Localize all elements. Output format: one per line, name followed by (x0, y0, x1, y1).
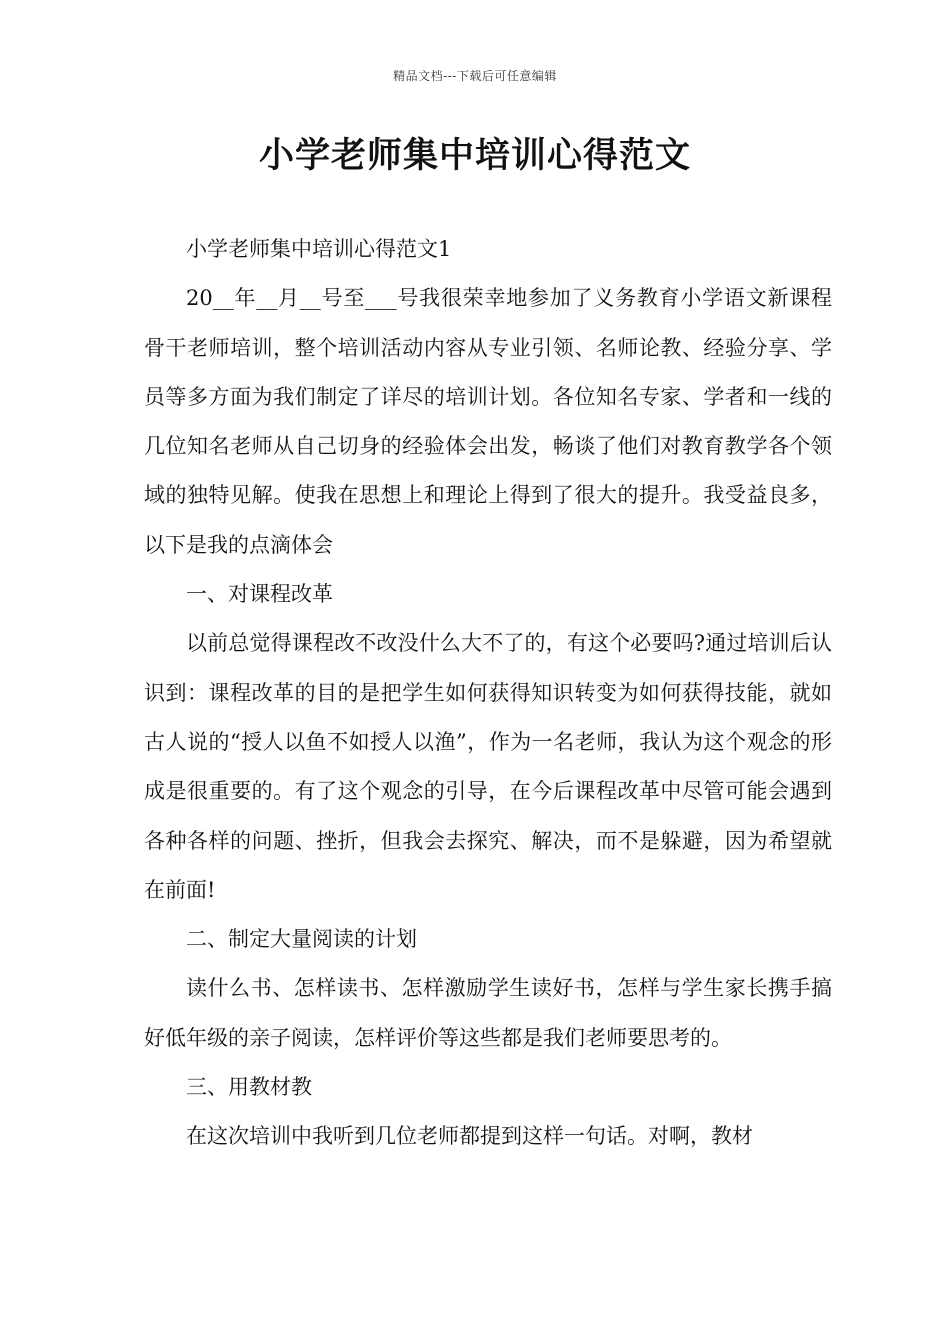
section-paragraph-2: 读什么书、怎样读书、怎样激励学生读好书，怎样与学生家长携手搞好低年级的亲子阅读，怎样评价等这些都是我们老师要思考的。 (144, 976, 832, 1050)
document-body (144, 225, 832, 1162)
section-paragraph-3: 在这次培训中我听到几位老师都提到这样一句话。对啊，教材 (186, 1124, 753, 1149)
section-heading-2: 二、制定大量阅读的计划 (186, 927, 417, 952)
subtitle-paragraph: 小学老师集中培训心得范文1 (186, 237, 452, 261)
section-heading-3: 三、用教材教 (186, 1075, 312, 1100)
intro-paragraph: 20__年__月__号至___号我很荣幸地参加了义务教育小学语文新课程骨干老师培训，整个培训活动内容从专业引领、名师论教、经验分享、学员等多方面为我们制定了详尽的培训计划。各位知名专家、学者和一线的几位知名老师从自己切身的经验体会出发，畅谈了他们对教育教学各个领域的独特见解。使我在思想上和理论上得到了很大的提升。我受益良多，以下是我的点滴体会 (144, 286, 832, 557)
document-title: 小学老师集中培训心得范文 (258, 135, 691, 176)
section-heading-1: 一、对课程改革 (186, 582, 333, 607)
section-paragraph-1: 以前总觉得课程改不改没什么大不了的，有这个必要吗?通过培训后认识到：课程改革的目的是把学生如何获得知识转变为如何获得技能，就如古人说的“授人以鱼不如授人以渔”，作为一名老师，我认为这个观念的形成是很重要的。有了这个观念的引导，在今后课程改革中尽管可能会遇到各种各样的问题、挫折，但我会去探究、解决，而不是躲避，因为希望就在前面! (144, 631, 832, 902)
header-note: 精品文档---下载后可任意编辑 (393, 69, 557, 83)
